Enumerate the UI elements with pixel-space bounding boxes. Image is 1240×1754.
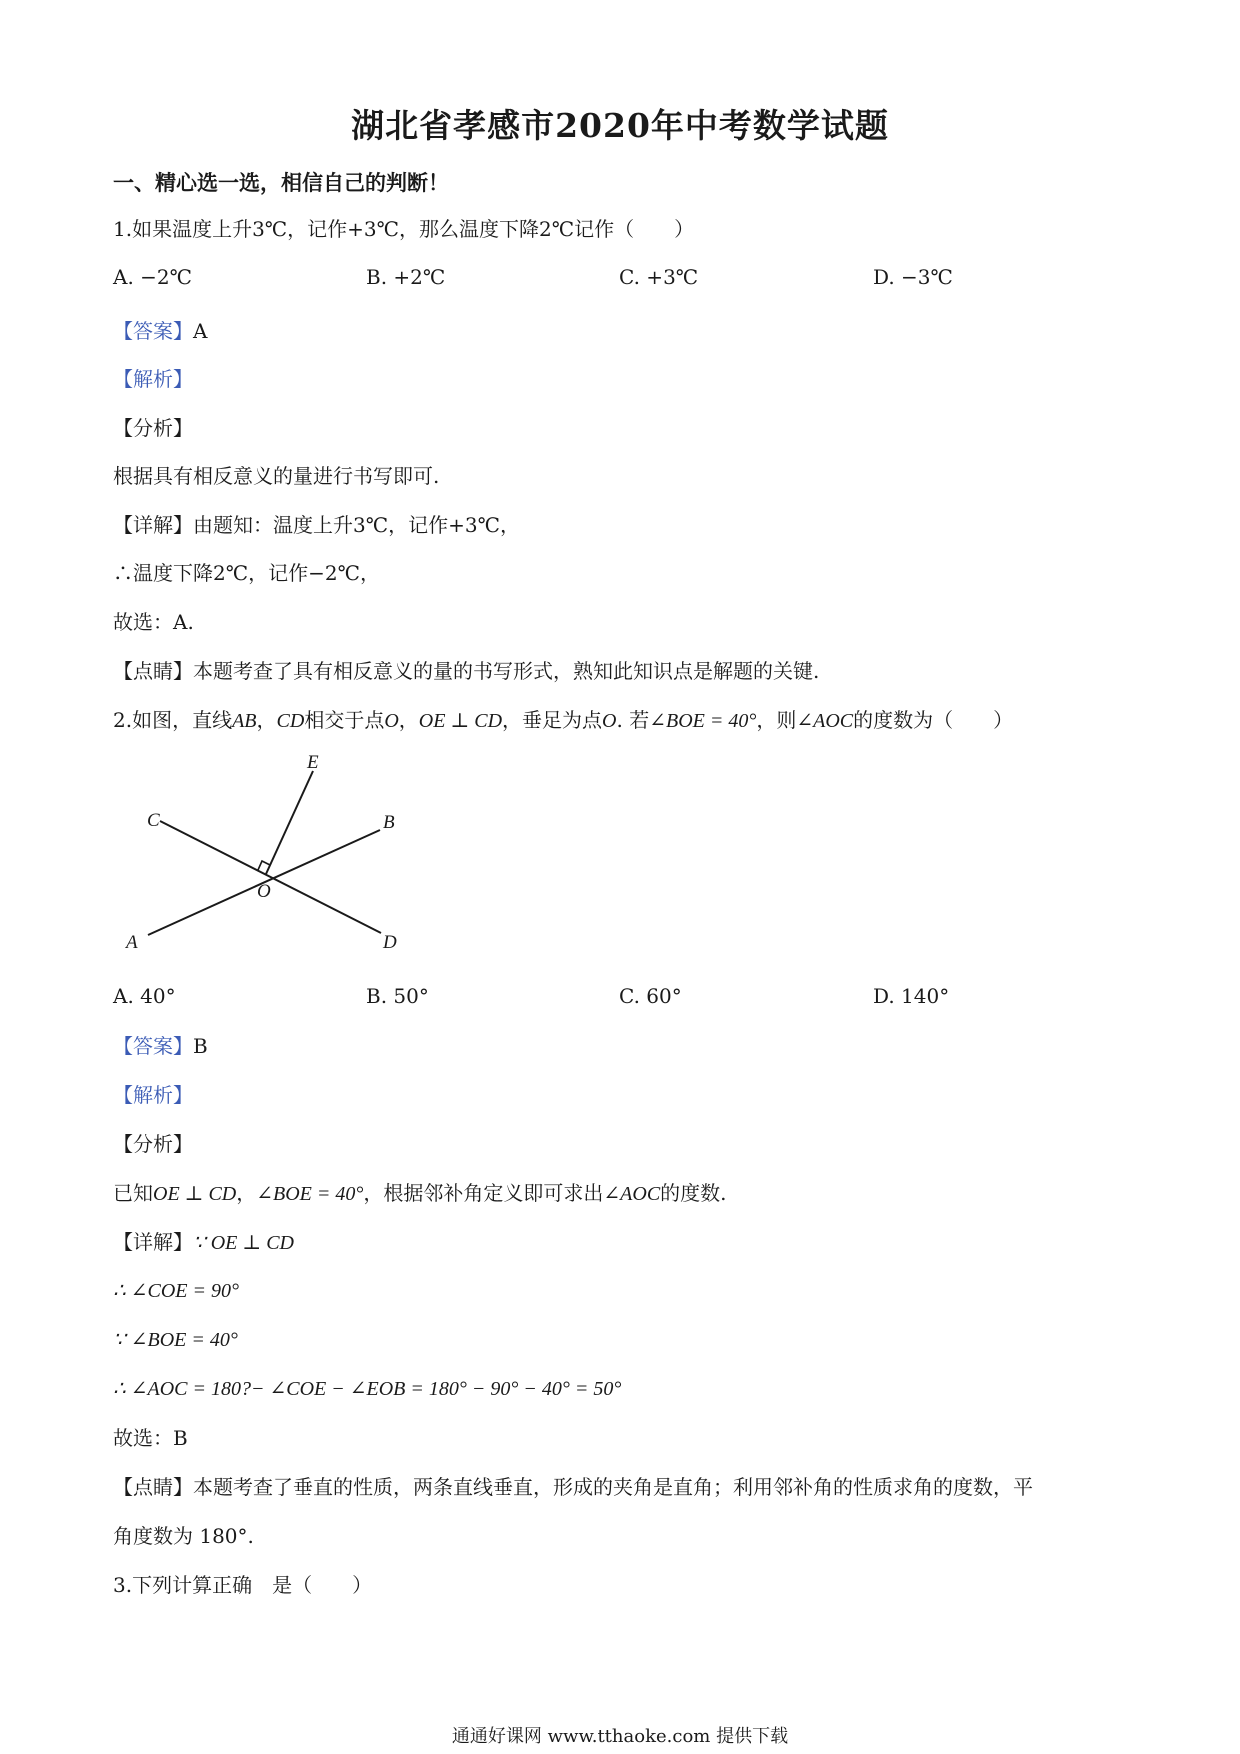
stem-math: O [384, 710, 399, 732]
dianjing-tag: 【点睛】 [113, 1475, 193, 1499]
label-c: C [147, 810, 160, 831]
q1-option-b: B. +2℃ [366, 265, 446, 289]
fenxi-text: ， [236, 1181, 257, 1205]
xiangjie-text: 由题知：温度上升3℃，记作+3℃， [193, 513, 520, 537]
label-e: E [307, 752, 319, 773]
stem-text: 的度数为（ ） [853, 708, 1014, 732]
q1-choice: 故选：A. [113, 610, 194, 634]
q2-option-d: D. 140° [873, 984, 950, 1008]
answer-tag: 【答案】 [113, 1034, 193, 1058]
q1-option-c: C. +3℃ [619, 265, 699, 289]
fenxi-text: ，根据邻补角定义即可求出 [363, 1181, 604, 1205]
q3-stem: 3.下列计算正确 是（ ） [113, 1573, 373, 1597]
label-d: D [383, 932, 397, 953]
q1-option-d: D. −3℃ [873, 265, 953, 289]
stem-text: ， [256, 708, 277, 732]
answer-tag: 【答案】 [113, 319, 193, 343]
stem-text: 相交于点 [304, 708, 385, 732]
q2-xiangjie [113, 1227, 294, 1258]
line-oe [266, 771, 313, 874]
dianjing-text: 本题考查了具有相反意义的量的书写形式，熟知此知识点是解题的关键. [193, 659, 820, 683]
q1-step: ∴温度下降2℃，记作−2℃， [113, 561, 380, 585]
fenxi-text: 已知 [113, 1181, 153, 1205]
page-footer: 通通好课网 www.tthaoke.com 提供下载 [451, 1726, 789, 1747]
q2-fenxi-text [113, 1178, 727, 1209]
q2-choice: 故选：B [113, 1426, 188, 1450]
fenxi-math: ∠BOE = 40° [256, 1183, 364, 1205]
stem-math: O [602, 710, 617, 732]
stem-math: CD [276, 710, 305, 732]
q1-dianjing [113, 656, 819, 686]
q2-option-a: A. 40° [113, 984, 176, 1008]
xiangjie-tag: 【详解】 [113, 513, 193, 537]
q1-xiangjie [113, 510, 520, 540]
label-o: O [257, 881, 271, 902]
fenxi-math: OE ⊥ CD [153, 1183, 237, 1205]
q1-option-a: A. −2℃ [113, 265, 193, 289]
stem-text: ，垂足为点 [502, 708, 603, 732]
fenxi-text: 的度数. [660, 1181, 727, 1205]
q1-stem: 1.如果温度上升3℃，记作+3℃，那么温度下降2℃记作（ ） [113, 217, 695, 241]
q2-answer [113, 1031, 208, 1061]
stem-text: ，则 [756, 708, 797, 732]
answer-value: A [193, 319, 208, 343]
q2-step-3: ∴ ∠AOC = 180?− ∠COE − ∠EOB = 180° − 90° − 40° = 50° [113, 1378, 622, 1400]
label-b: B [383, 812, 395, 833]
stem-text: . 若 [616, 708, 650, 732]
xiangjie-tag: 【详解】 [113, 1230, 193, 1254]
q2-step-2: ∵ ∠BOE = 40° [113, 1329, 238, 1351]
stem-math: AB [232, 710, 257, 732]
stem-math: ∠BOE = 40° [649, 710, 757, 732]
q2-stem [113, 705, 1013, 736]
q2-dianjing [113, 1472, 1033, 1502]
answer-value: B [193, 1034, 208, 1058]
q1-fenxi-text: 根据具有相反意义的量进行书写即可. [113, 464, 440, 488]
section-heading: 一、精心选一选，相信自己的判断！ [113, 170, 449, 195]
stem-math: ∠AOC [796, 710, 854, 732]
dianjing-text: 本题考查了垂直的性质，两条直线垂直，形成的夹角是直角；利用邻补角的性质求角的度数，平 [193, 1475, 1033, 1499]
geometry-figure [113, 752, 433, 964]
fenxi-math: ∠AOC [603, 1183, 661, 1205]
q2-option-b: B. 50° [366, 984, 429, 1008]
q1-analysis-tag: 【解析】 [113, 367, 193, 391]
q2-analysis-tag: 【解析】 [113, 1083, 193, 1107]
q1-answer [113, 316, 207, 346]
line-cd [160, 821, 381, 933]
xiangjie-text: ∵ OE ⊥ CD [193, 1232, 294, 1254]
stem-text: 2.如图，直线 [113, 708, 233, 732]
stem-text: ， [398, 708, 419, 732]
q2-fenxi-tag: 【分析】 [113, 1132, 193, 1156]
stem-math: OE ⊥ CD [418, 710, 503, 732]
q2-dianjing-cont: 角度数为 180°. [113, 1524, 254, 1548]
q2-option-c: C. 60° [619, 984, 682, 1008]
label-a: A [126, 932, 138, 953]
q2-step-1: ∴ ∠COE = 90° [113, 1280, 239, 1302]
q1-fenxi-tag: 【分析】 [113, 416, 193, 440]
page-title: 湖北省孝感市2020年中考数学试题 [351, 106, 889, 145]
dianjing-tag: 【点睛】 [113, 659, 193, 683]
